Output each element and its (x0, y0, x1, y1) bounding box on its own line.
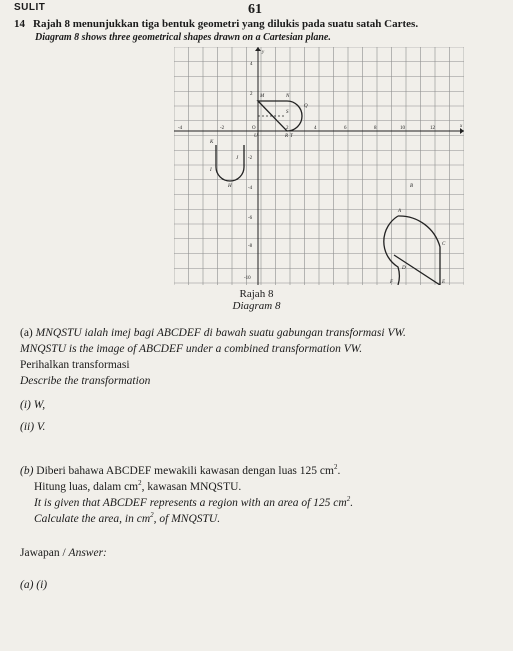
part-a-english: MNQSTU is the image of ABCDEF under a combined transformation VW. (20, 343, 363, 355)
question-stem-malay: 14 Rajah 8 menunjukkan tiga bentuk geometri yang dilukis pada suatu satah Cartes. (14, 18, 419, 30)
answer-label: Jawapan / Answer: (20, 547, 107, 559)
part-a-sub-ii: (ii) V. (20, 421, 46, 433)
part-a-instruction-malay: Perihalkan transformasi (20, 359, 130, 371)
y-tick-label: -6 (248, 216, 253, 221)
shape-abcdef (384, 216, 440, 285)
x-tick-label: 8 (374, 126, 377, 131)
point-label: Q (304, 104, 308, 109)
x-axis-label: x (460, 124, 463, 129)
point-label: J (236, 156, 239, 161)
point-label: H (228, 184, 232, 189)
answer-part: (a) (i) (20, 579, 48, 591)
part-b-english-line1: It is given that ABCDEF represents a region with an area of 125 $cm^2$. (34, 495, 354, 509)
point-label: I (210, 168, 212, 173)
y-tick-label: 2 (250, 92, 253, 97)
y-tick-label: -4 (248, 186, 253, 191)
x-tick-label: -4 (178, 126, 183, 131)
y-tick-label: -2 (248, 156, 253, 161)
point-label: E (442, 280, 446, 285)
y-axis-label: y (262, 50, 265, 55)
cartesian-diagram (174, 47, 464, 285)
point-label: B (410, 184, 414, 189)
point-labels (209, 94, 446, 285)
x-tick-label: 6 (344, 126, 347, 131)
point-label: M (260, 94, 265, 99)
question-number: 14 (14, 18, 25, 30)
point-label: T (290, 134, 293, 139)
figure-caption-english: Diagram 8 (232, 300, 281, 312)
page-number: 61 (248, 2, 262, 17)
part-a-sub-i: (i) W, (20, 399, 46, 411)
grid-lines (174, 47, 464, 285)
x-tick-label: -2 (220, 126, 225, 131)
x-tick-label: 12 (430, 126, 435, 131)
point-label: N (286, 94, 290, 99)
point-label: D (402, 266, 406, 271)
part-b-malay-line2: Hitung luas, dalam $cm^2$, kawasan MNQSTU. (34, 479, 242, 493)
part-a-instruction-english: Describe the transformation (20, 375, 151, 387)
point-label: S (286, 110, 289, 115)
point-label: A (398, 209, 402, 214)
point-label: F (390, 280, 394, 285)
point-label: R (285, 134, 289, 139)
part-b-malay-line1: (b) Diberi bahawa ABCDEF mewakili kawasan dengan luas 125 $cm^2$. (20, 463, 341, 477)
point-label: U (254, 134, 258, 139)
question-stem-english: Diagram 8 shows three geometrical shapes drawn on a Cartesian plane. (35, 32, 331, 43)
part-a-malay: (a) MNQSTU ialah imej bagi ABCDEF di bawah suatu gabungan transformasi VW. (20, 327, 406, 339)
x-tick-label: 2 (286, 126, 289, 131)
x-tick-label: 4 (314, 126, 317, 131)
point-label: C (442, 242, 446, 247)
x-tick-label: 10 (400, 126, 405, 131)
y-tick-label: -10 (244, 276, 251, 281)
y-tick-label: -8 (248, 244, 253, 249)
figure-caption-malay: Rajah 8 (239, 288, 274, 300)
point-label: K (210, 140, 214, 145)
header-label: SULIT (14, 2, 46, 13)
x-tick-label: O (252, 126, 256, 131)
y-tick-label: 4 (250, 62, 253, 67)
part-b-english-line2: Calculate the area, in $cm^2$, of MNQSTU. (34, 511, 221, 525)
